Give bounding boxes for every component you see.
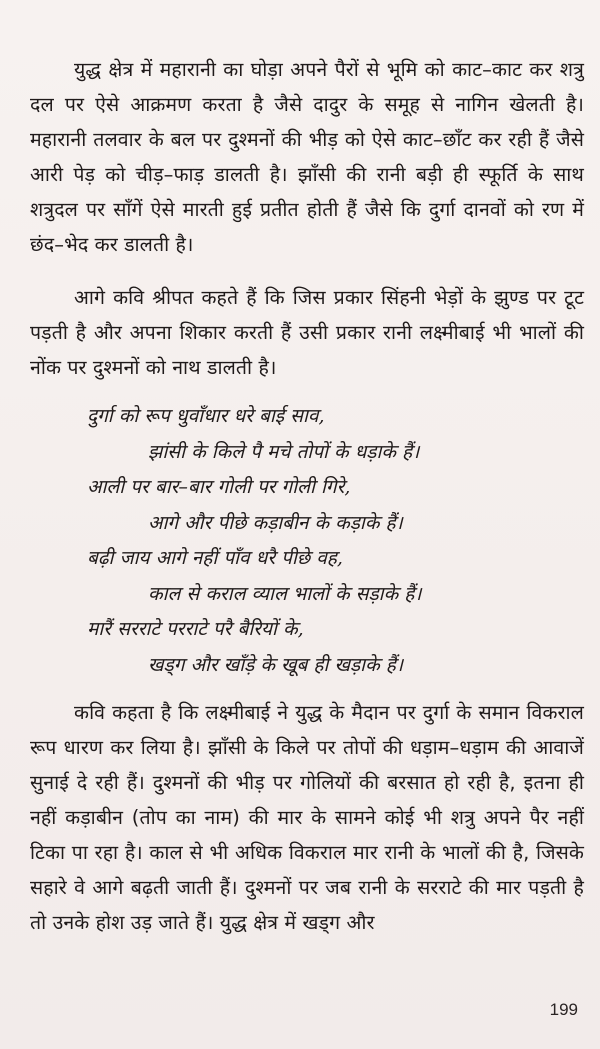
poem-line: दुर्गा को रूप धुवाँधार धरे बाई साव,: [87, 405, 325, 427]
poem-line: बढ़ी जाय आगे नहीं पाँव धरै पीछे वह,: [87, 547, 343, 569]
poem-line: काल से कराल व्याल भालों के सड़ाके हैं।: [148, 582, 422, 605]
page-content: [30, 52, 584, 940]
poem-line: खड्ग और खाँड़े के खूब ही खड़ाके हैं।: [148, 653, 404, 676]
poem-line: झांसी के किले पै मचे तोपों के धड़ाके हैं।: [148, 440, 420, 463]
poem-line: आली पर बार–बार गोली पर गोली गिरे,: [87, 476, 351, 498]
paragraph-3: कवि कहता है कि लक्ष्मीबाई ने युद्ध के मैदान पर दुर्गा के समान विकराल रूप धारण कर लिया है। झाँसी के किले पर तोपों की धड़ाम–धड़ाम की आवाजें सुनाई दे रही हैं। दुश्मनों की भीड़ पर गोलियों की बरसात हो रही है, इतना ही नहीं कड़ाबीन (तोप का नाम) की मार के सामने कोई भी शत्रु अपने पैर नहीं टिका पा रहा है। काल से भी अधिक विकराल मार रानी के भालों की है, जिसके सहारे वे आगे बढ़ती जाती हैं। दुश्मनों पर जब रानी के सरराटे की मार पड़ती है तो उनके होश उड़ जाते हैं। युद्ध क्षेत्र में खड्ग और: [30, 701, 584, 934]
poem-line: आगे और पीछे कड़ाबीन के कड़ाके हैं।: [148, 511, 403, 534]
poem-line: मारैं सरराटे परराटे परै बैरियों के,: [87, 618, 304, 640]
poem-stanza: [30, 399, 584, 683]
paragraph-2: आगे कवि श्रीपत कहते हैं कि जिस प्रकार सिंहनी भेड़ों के झुण्ड पर टूट पड़ती है और अपना शिकार करती हैं उसी प्रकार रानी लक्ष्मीबाई भी भालों की नोंक पर दुश्मनों को नाथ डालती है।: [30, 286, 584, 379]
paragraph-1: युद्ध क्षेत्र में महारानी का घोड़ा अपने पैरों से भूमि को काट–काट कर शत्रु दल पर ऐसे आक्रमण करता है जैसे दादुर के समूह से नागिन खेलती है। महारानी तलवार के बल पर दुश्मनों की भीड़ को ऐसे काट–छाँट कर रही हैं जैसे आरी पेड़ को चीड़–फाड़ डालती है। झाँसी की रानी बड़ी ही स्फूर्ति के साथ शत्रुदल पर साँगें ऐसे मारती हुई प्रतीत होती हैं जैसे कि दुर्गा दानवों को रण में छंद–भेद कर डालती है।: [30, 58, 584, 256]
page-number: 199: [549, 1000, 578, 1019]
